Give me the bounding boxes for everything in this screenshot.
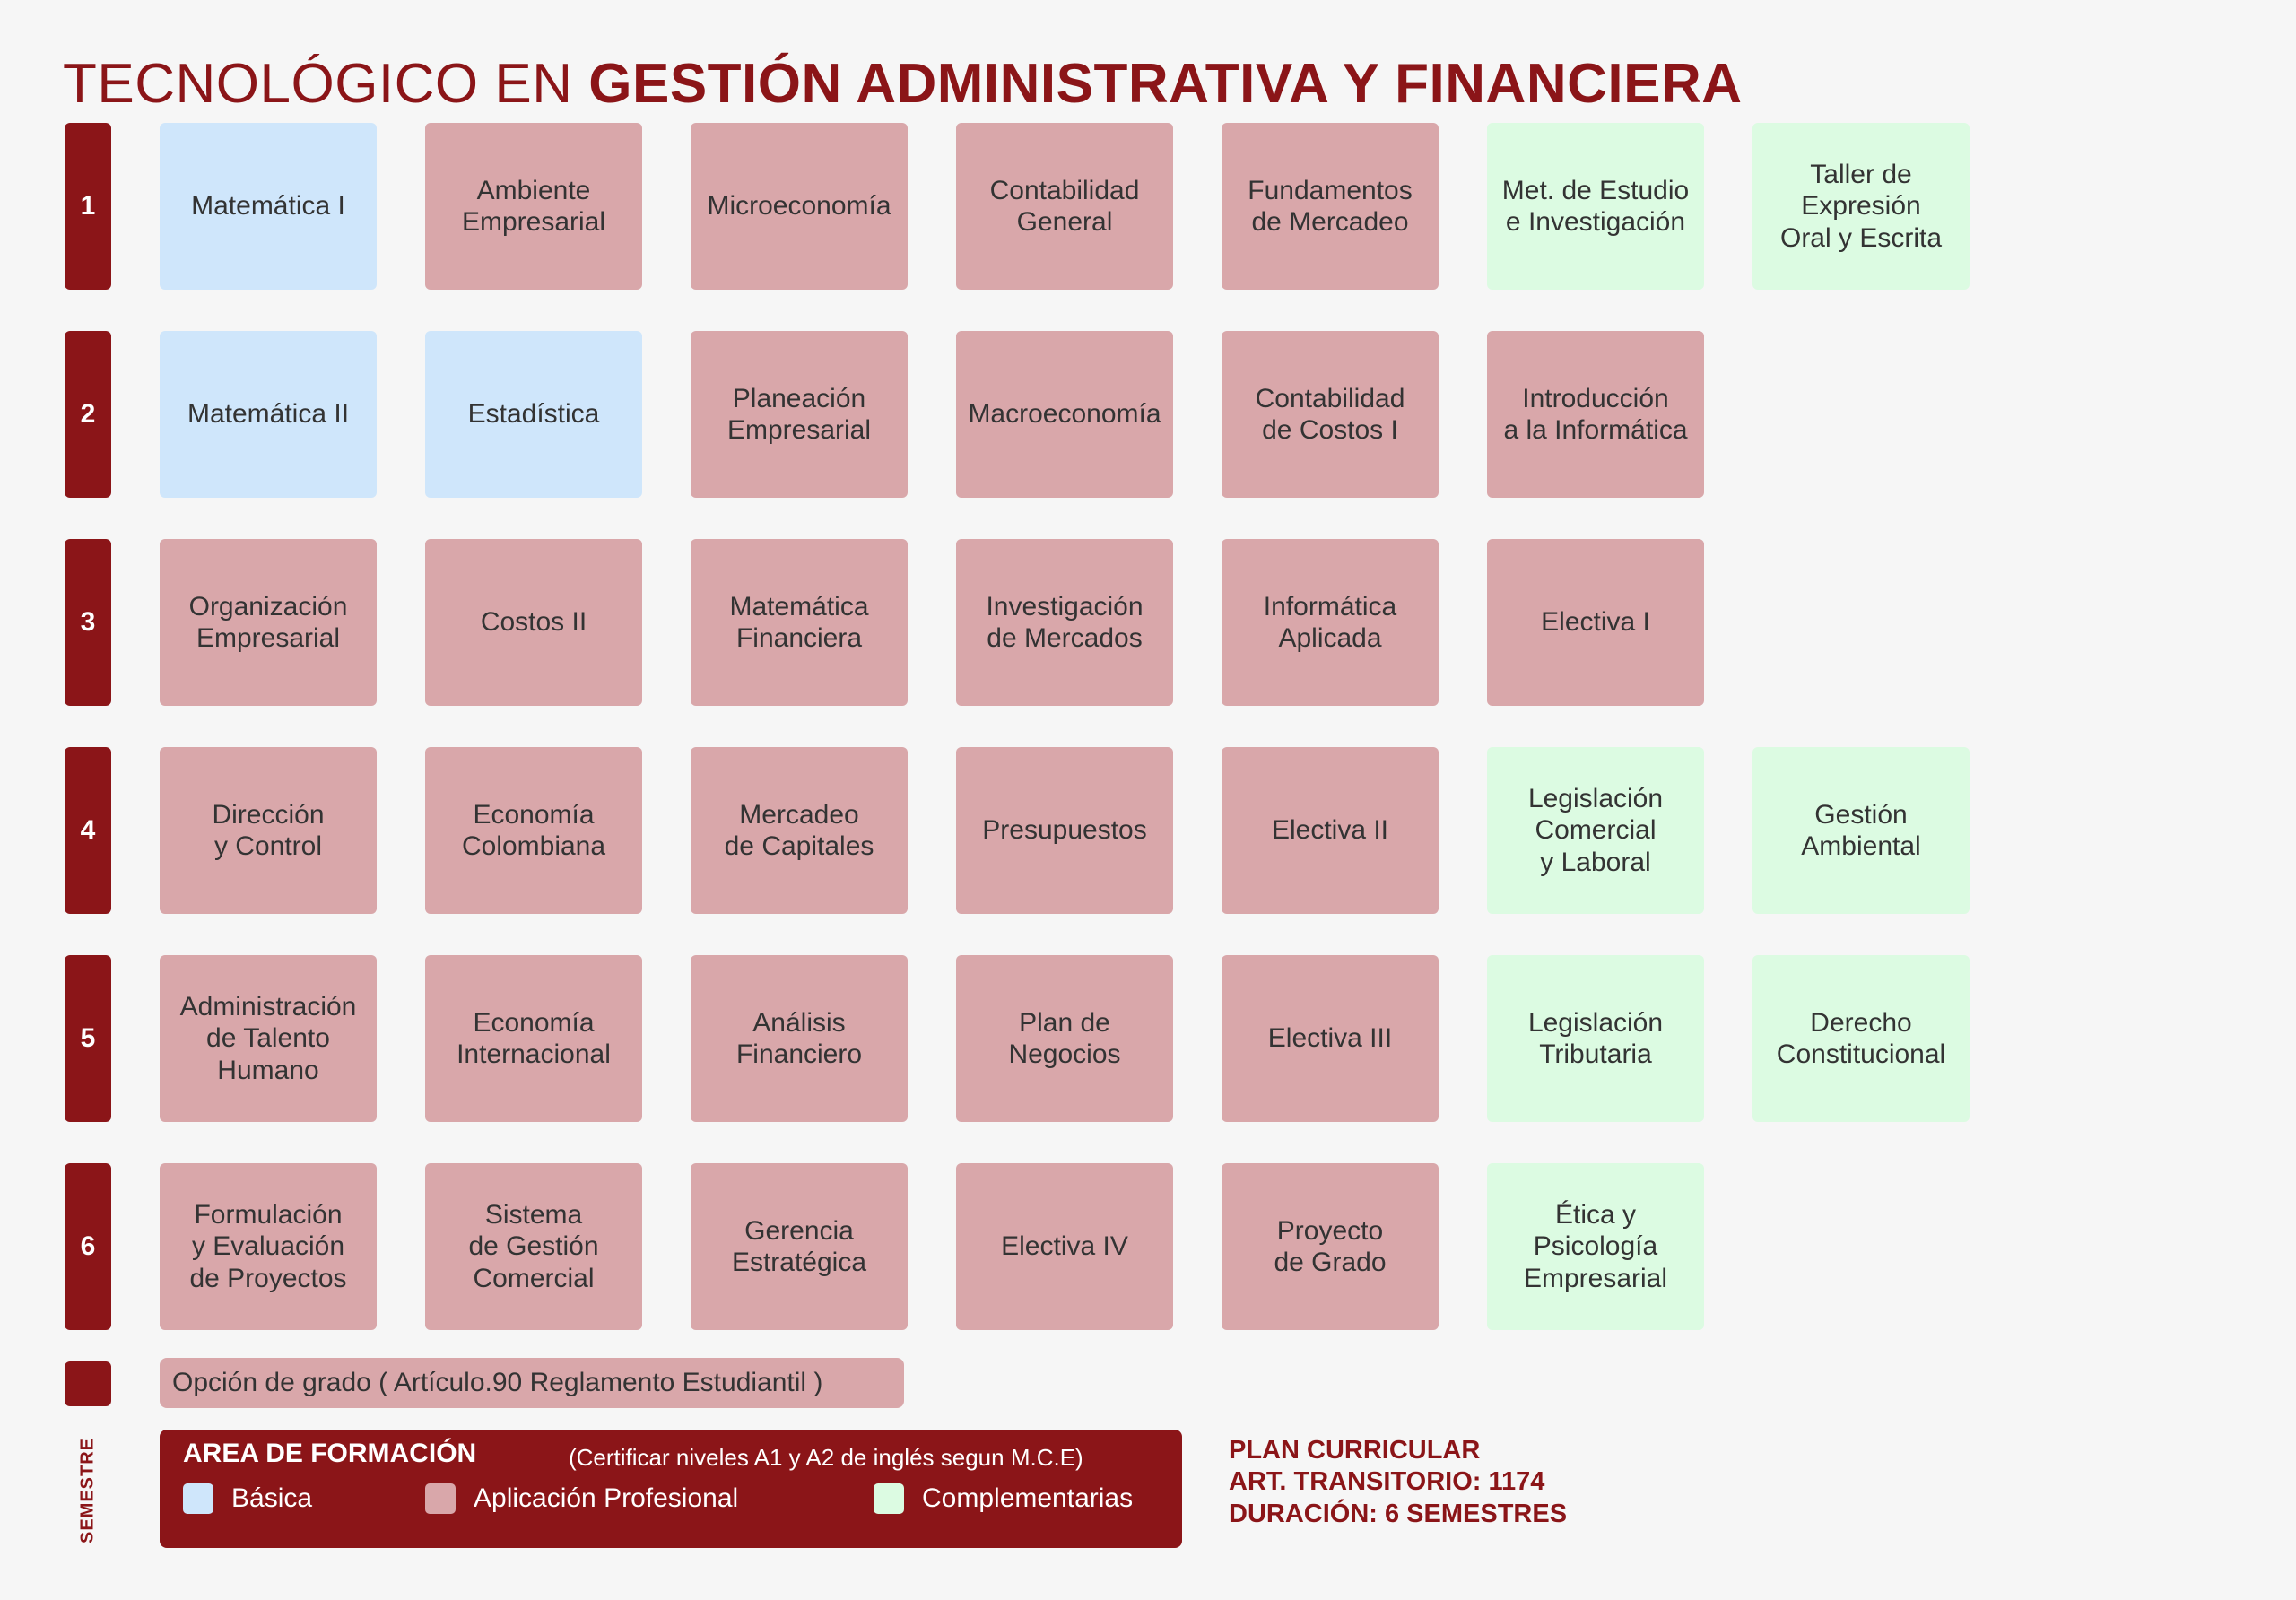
legend-swatch-complementaria [874,1483,904,1514]
course-card: Matemática I [160,123,377,290]
course-card: Planeación Empresarial [691,331,908,498]
course-card: Mercadeo de Capitales [691,747,908,914]
course-card: Economía Colombiana [425,747,642,914]
course-card: Estadística [425,331,642,498]
legend-swatch-basica [183,1483,213,1514]
course-card: Gestión Ambiental [1752,747,1970,914]
legend-note: (Certificar niveles A1 y A2 de inglés segun M.C.E) [569,1444,1083,1471]
course-card: Organización Empresarial [160,539,377,706]
legend-swatch-aplicacion [425,1483,456,1514]
course-card: Fundamentos de Mercadeo [1222,123,1439,290]
semester-tab-4: 4 [65,747,111,914]
course-card: Costos II [425,539,642,706]
course-card: Proyecto de Grado [1222,1163,1439,1330]
plan-info [1229,1435,1567,1530]
course-card: Microeconomía [691,123,908,290]
course-card: Legislación Tributaria [1487,955,1704,1122]
legend-item-aplicacion [425,1483,738,1514]
course-card: Ética y Psicología Empresarial [1487,1163,1704,1330]
course-card: Taller de Expresión Oral y Escrita [1752,123,1970,290]
page-title [63,52,1743,116]
plan-curricular: PLAN CURRICULAR [1229,1436,1481,1465]
opcion-grado-tab [65,1361,111,1406]
course-card: Electiva IV [956,1163,1173,1330]
course-card: Electiva II [1222,747,1439,914]
legend-item-basica [183,1483,312,1514]
legend-label-complementaria: Complementarias [922,1483,1134,1513]
course-card: Met. de Estudio e Investigación [1487,123,1704,290]
course-card: Matemática II [160,331,377,498]
course-card: Contabilidad de Costos I [1222,331,1439,498]
semester-tab-3: 3 [65,539,111,706]
course-card: Contabilidad General [956,123,1173,290]
course-card: Informática Aplicada [1222,539,1439,706]
course-card: Legislación Comercial y Laboral [1487,747,1704,914]
semester-tab-1: 1 [65,123,111,290]
course-card: Administración de Talento Humano [160,955,377,1122]
semester-tab-2: 2 [65,331,111,498]
plan-articulo: ART. TRANSITORIO: 1174 [1229,1467,1545,1497]
course-card: Introducción a la Informática [1487,331,1704,498]
course-card: Presupuestos [956,747,1173,914]
legend-title: AREA DE FORMACIÓN [183,1439,477,1468]
semester-tab-6: 6 [65,1163,111,1330]
course-card: Plan de Negocios [956,955,1173,1122]
course-card: Formulación y Evaluación de Proyectos [160,1163,377,1330]
title-bold: GESTIÓN ADMINISTRATIVA Y FINANCIERA [588,53,1743,115]
course-card: Investigación de Mercados [956,539,1173,706]
legend-label-aplicacion: Aplicación Profesional [474,1483,739,1513]
course-card: Matemática Financiera [691,539,908,706]
course-card: Ambiente Empresarial [425,123,642,290]
plan-duracion: DURACIÓN: 6 SEMESTRES [1229,1499,1568,1528]
course-card: Análisis Financiero [691,955,908,1122]
title-regular: TECNOLÓGICO EN [63,53,589,115]
course-card: Electiva III [1222,955,1439,1122]
course-card: Macroeconomía [956,331,1173,498]
opcion-grado-box: Opción de grado ( Artículo.90 Reglamento Estudiantil ) [160,1358,904,1408]
course-card: Derecho Constitucional [1752,955,1970,1122]
course-card: Dirección y Control [160,747,377,914]
legend-item-complementaria [874,1483,1133,1514]
course-card: Sistema de Gestión Comercial [425,1163,642,1330]
semestre-axis-label: SEMESTRE [77,1437,98,1544]
semester-tab-5: 5 [65,955,111,1122]
course-card: Gerencia Estratégica [691,1163,908,1330]
legend-panel [160,1430,1182,1548]
course-card: Electiva I [1487,539,1704,706]
course-card: Economía Internacional [425,955,642,1122]
legend-label-basica: Básica [231,1483,313,1513]
